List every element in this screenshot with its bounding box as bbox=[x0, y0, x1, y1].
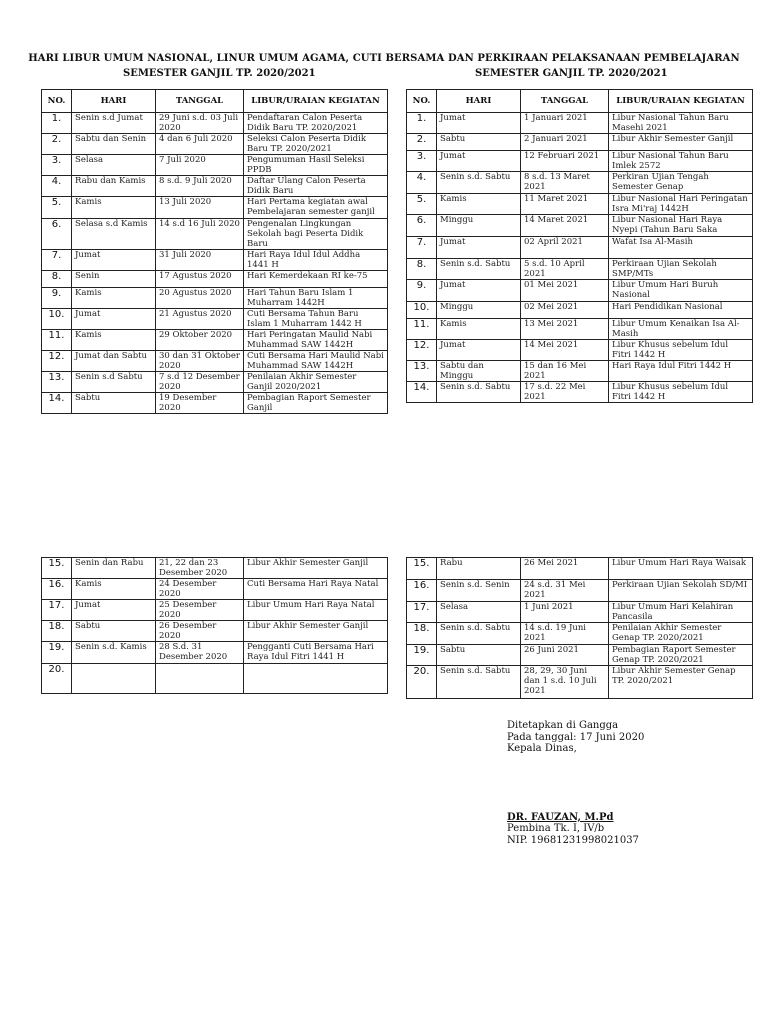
table-row bbox=[42, 134, 388, 155]
table-row bbox=[407, 340, 753, 361]
row-date: 26 Juni 2021 bbox=[521, 645, 609, 666]
row-description: Pembagian Raport Semester Genap TP. 2020/2021 bbox=[609, 645, 753, 666]
row-number: 19. bbox=[42, 642, 72, 664]
row-day: Senin bbox=[72, 271, 156, 288]
row-date: 21, 22 dan 23 Desember 2020 bbox=[156, 558, 244, 579]
row-date: 13 Juli 2020 bbox=[156, 197, 244, 219]
column-header-keterangan: LIBUR/URAIAN KEGIATAN bbox=[244, 90, 388, 113]
row-number: 13. bbox=[407, 361, 437, 382]
row-number: 5. bbox=[407, 194, 437, 215]
row-description: Libur Nasional Hari Peringatan Isra Mi'raj 1442H bbox=[609, 194, 753, 215]
table-row bbox=[407, 602, 753, 623]
row-description: Pendaftaran Calon Peserta Didik Baru TP. 2020/2021 bbox=[244, 113, 388, 134]
row-number: 3. bbox=[42, 155, 72, 176]
table-row bbox=[42, 642, 388, 664]
row-description: Libur Umum Hari Raya Waisak bbox=[609, 558, 753, 580]
schedule-table-left-top bbox=[41, 89, 388, 414]
table-row bbox=[407, 237, 753, 259]
row-description: Hari Tahun Baru Islam 1 Muharram 1442H bbox=[244, 288, 388, 309]
row-date: 29 Oktober 2020 bbox=[156, 330, 244, 351]
row-description: Libur Khusus sebelum Idul Fitri 1442 H bbox=[609, 382, 753, 403]
table-row bbox=[42, 288, 388, 309]
row-day: Senin dan Rabu bbox=[72, 558, 156, 579]
row-day: Senin s.d. Sabtu bbox=[437, 666, 521, 699]
row-description: Libur Akhir Semester Ganjil bbox=[244, 558, 388, 579]
row-day: Sabtu bbox=[72, 621, 156, 642]
table-row bbox=[42, 219, 388, 250]
table-row bbox=[42, 393, 388, 414]
table-row bbox=[407, 558, 753, 580]
row-number: 7. bbox=[42, 250, 72, 271]
table-header-row bbox=[42, 90, 388, 113]
row-number: 11. bbox=[407, 319, 437, 340]
table-row bbox=[407, 113, 753, 134]
table-row bbox=[42, 330, 388, 351]
row-number: 14. bbox=[42, 393, 72, 414]
row-description: Hari Pendidikan Nasional bbox=[609, 302, 753, 319]
row-date: 1 Juni 2021 bbox=[521, 602, 609, 623]
row-description: Hari Raya Idul Fitri 1442 H bbox=[609, 361, 753, 382]
row-day: Sabtu bbox=[72, 393, 156, 414]
table-row bbox=[407, 134, 753, 151]
column-header-no: NO. bbox=[407, 90, 437, 113]
row-date: 02 April 2021 bbox=[521, 237, 609, 259]
table-row bbox=[407, 623, 753, 645]
row-date: 24 Desember 2020 bbox=[156, 579, 244, 600]
column-header-tanggal: TANGGAL bbox=[156, 90, 244, 113]
row-description: Hari Peringatan Maulid Nabi Muhammad SAW 1442H bbox=[244, 330, 388, 351]
row-number: 4. bbox=[407, 172, 437, 194]
row-day: Kamis bbox=[437, 194, 521, 215]
row-description: Libur Umum Kenaikan Isa Al-Masih bbox=[609, 319, 753, 340]
row-day: Sabtu bbox=[437, 645, 521, 666]
row-number: 18. bbox=[407, 623, 437, 645]
row-number: 15. bbox=[407, 558, 437, 580]
column-header-hari: HARI bbox=[437, 90, 521, 113]
signature-date: Pada tanggal: 17 Juni 2020 bbox=[507, 731, 645, 743]
row-number: 15. bbox=[42, 558, 72, 579]
row-day: Jumat bbox=[72, 250, 156, 271]
row-number: 2. bbox=[407, 134, 437, 151]
row-number: 14. bbox=[407, 382, 437, 403]
row-number: 17. bbox=[407, 602, 437, 623]
row-number: 10. bbox=[407, 302, 437, 319]
row-day: Selasa bbox=[72, 155, 156, 176]
table-row bbox=[407, 280, 753, 302]
row-day: Senin s.d Sabtu bbox=[72, 372, 156, 393]
row-date: 29 Juni s.d. 03 Juli 2020 bbox=[156, 113, 244, 134]
row-number: 6. bbox=[407, 215, 437, 237]
row-description: Libur Akhir Semester Genap TP. 2020/2021 bbox=[609, 666, 753, 699]
row-number: 18. bbox=[42, 621, 72, 642]
row-description: Libur Umum Hari Raya Natal bbox=[244, 600, 388, 621]
row-date: 19 Desember 2020 bbox=[156, 393, 244, 414]
row-description: Libur Akhir Semester Ganjil bbox=[609, 134, 753, 151]
row-day: Selasa bbox=[437, 602, 521, 623]
row-day: Jumat bbox=[72, 600, 156, 621]
row-description: Penilaian Akhir Semester Genap TP. 2020/2021 bbox=[609, 623, 753, 645]
schedule-table-right-bottom bbox=[406, 557, 753, 699]
table-row bbox=[42, 271, 388, 288]
row-description: Pengumuman Hasil Seleksi PPDB bbox=[244, 155, 388, 176]
table-row bbox=[42, 197, 388, 219]
row-date: 15 dan 16 Mei 2021 bbox=[521, 361, 609, 382]
row-date: 01 Mei 2021 bbox=[521, 280, 609, 302]
row-description: Pengganti Cuti Bersama Hari Raya Idul Fitri 1441 H bbox=[244, 642, 388, 664]
row-day: Senin s.d. Sabtu bbox=[437, 382, 521, 403]
row-number: 11. bbox=[42, 330, 72, 351]
row-date: 7 s.d 12 Desember 2020 bbox=[156, 372, 244, 393]
row-number: 16. bbox=[407, 580, 437, 602]
row-date: 24 s.d. 31 Mei 2021 bbox=[521, 580, 609, 602]
row-day: Jumat bbox=[437, 151, 521, 172]
row-date: 31 Juli 2020 bbox=[156, 250, 244, 271]
row-day: Jumat bbox=[437, 237, 521, 259]
row-date: 14 Maret 2021 bbox=[521, 215, 609, 237]
row-day: Selasa s.d Kamis bbox=[72, 219, 156, 250]
schedule-table-right-top bbox=[406, 89, 753, 403]
row-description: Libur Umum Hari Buruh Nasional bbox=[609, 280, 753, 302]
row-number: 20. bbox=[407, 666, 437, 699]
row-day: Jumat bbox=[437, 113, 521, 134]
row-number: 12. bbox=[407, 340, 437, 361]
row-date: 25 Desember 2020 bbox=[156, 600, 244, 621]
table-row bbox=[42, 579, 388, 600]
row-description: Penilaian Akhir Semester Ganjil 2020/2021 bbox=[244, 372, 388, 393]
row-date: 7 Juli 2020 bbox=[156, 155, 244, 176]
row-day: Jumat bbox=[437, 340, 521, 361]
row-date: 20 Agustus 2020 bbox=[156, 288, 244, 309]
signatory-rank: Pembina Tk. I, IV/b bbox=[507, 823, 605, 834]
row-date: 17 Agustus 2020 bbox=[156, 271, 244, 288]
row-number: 9. bbox=[407, 280, 437, 302]
row-number: 8. bbox=[407, 259, 437, 280]
row-description: Pengenalan Lingkungan Sekolah bagi Peserta Didik Baru bbox=[244, 219, 388, 250]
table-row bbox=[42, 176, 388, 197]
row-date: 11 Maret 2021 bbox=[521, 194, 609, 215]
table-row bbox=[407, 194, 753, 215]
row-description: Perkiraan Ujian Sekolah SD/MI bbox=[609, 580, 753, 602]
table-row bbox=[42, 113, 388, 134]
signatory-nip: NIP. 19681231998021037 bbox=[507, 834, 639, 846]
table-row bbox=[407, 151, 753, 172]
row-number: 9. bbox=[42, 288, 72, 309]
row-day: Rabu dan Kamis bbox=[72, 176, 156, 197]
semester-label-right: SEMESTER GANJIL TP. 2020/2021 bbox=[475, 68, 668, 79]
row-date: 21 Agustus 2020 bbox=[156, 309, 244, 330]
table-row bbox=[407, 302, 753, 319]
column-header-keterangan: LIBUR/URAIAN KEGIATAN bbox=[609, 90, 753, 113]
column-header-no: NO. bbox=[42, 90, 72, 113]
row-number: 4. bbox=[42, 176, 72, 197]
row-date: 8 s.d. 13 Maret 2021 bbox=[521, 172, 609, 194]
document-title: HARI LIBUR UMUM NASIONAL, LINUR UMUM AGAMA, CUTI BERSAMA DAN PERKIRAAN PELAKSANAAN PEMBELAJARAN bbox=[28, 53, 740, 64]
row-date: 26 Desember 2020 bbox=[156, 621, 244, 642]
row-number: 17. bbox=[42, 600, 72, 621]
row-description: Libur Umum Hari Kelahiran Pancasila bbox=[609, 602, 753, 623]
row-number: 13. bbox=[42, 372, 72, 393]
row-date: 14 Mei 2021 bbox=[521, 340, 609, 361]
row-day: Senin s.d. Sabtu bbox=[437, 172, 521, 194]
row-number: 12. bbox=[42, 351, 72, 372]
row-number: 7. bbox=[407, 237, 437, 259]
row-description: Libur Khusus sebelum Idul Fitri 1442 H bbox=[609, 340, 753, 361]
row-day: Jumat bbox=[72, 309, 156, 330]
row-number: 8. bbox=[42, 271, 72, 288]
row-day: Sabtu dan Senin bbox=[72, 134, 156, 155]
column-header-hari: HARI bbox=[72, 90, 156, 113]
row-description: Cuti Bersama Hari Maulid Nabi Muhammad SAW 1442H bbox=[244, 351, 388, 372]
table-row bbox=[407, 361, 753, 382]
signature-place: Ditetapkan di Gangga bbox=[507, 720, 619, 731]
table-row bbox=[407, 215, 753, 237]
row-description: Hari Raya Idul Idul Addha 1441 H bbox=[244, 250, 388, 271]
row-date: 17 s.d. 22 Mei 2021 bbox=[521, 382, 609, 403]
table-header-row bbox=[407, 90, 753, 113]
row-description: Seleksi Calon Peserta Didik Baru TP. 2020/2021 bbox=[244, 134, 388, 155]
row-date: 4 dan 6 Juli 2020 bbox=[156, 134, 244, 155]
row-description: Perkiraan Ujian Sekolah SMP/MTs bbox=[609, 259, 753, 280]
semester-label-left: SEMESTER GANJIL TP. 2020/2021 bbox=[123, 68, 316, 79]
row-day: Kamis bbox=[72, 330, 156, 351]
row-date: 28, 29, 30 Juni dan 1 s.d. 10 Juli 2021 bbox=[521, 666, 609, 699]
row-description: Libur Nasional Tahun Baru Masehi 2021 bbox=[609, 113, 753, 134]
row-description: Libur Nasional Tahun Baru Imlek 2572 bbox=[609, 151, 753, 172]
row-day: Minggu bbox=[437, 215, 521, 237]
row-date: 26 Mei 2021 bbox=[521, 558, 609, 580]
row-date: 13 Mei 2021 bbox=[521, 319, 609, 340]
table-row bbox=[407, 645, 753, 666]
table-row bbox=[42, 351, 388, 372]
row-description: Perkiran Ujian Tengah Semester Genap bbox=[609, 172, 753, 194]
row-description bbox=[244, 664, 388, 694]
row-description: Cuti Bersama Tahun Baru Islam 1 Muharram 1442 H bbox=[244, 309, 388, 330]
row-date: 02 Mei 2021 bbox=[521, 302, 609, 319]
row-day: Sabtu dan Minggu bbox=[437, 361, 521, 382]
row-day: Kamis bbox=[437, 319, 521, 340]
signature-position: Kepala Dinas, bbox=[507, 743, 577, 754]
row-description: Hari Pertama kegiatan awal Pembelajaran semester ganjil bbox=[244, 197, 388, 219]
signatory-name: DR. FAUZAN, M.Pd bbox=[507, 811, 614, 823]
table-row bbox=[407, 382, 753, 403]
row-day: Kamis bbox=[72, 579, 156, 600]
row-number: 1. bbox=[42, 113, 72, 134]
row-date: 12 Februari 2021 bbox=[521, 151, 609, 172]
row-number: 16. bbox=[42, 579, 72, 600]
row-description: Libur Nasional Hari Raya Nyepi (Tahun Baru Saka bbox=[609, 215, 753, 237]
table-row bbox=[42, 309, 388, 330]
row-number: 10. bbox=[42, 309, 72, 330]
row-description: Cuti Bersama Hari Raya Natal bbox=[244, 579, 388, 600]
row-day: Senin s.d. Sabtu bbox=[437, 623, 521, 645]
row-description: Daftar Ulang Calon Peserta Didik Baru bbox=[244, 176, 388, 197]
row-date: 8 s.d. 9 Juli 2020 bbox=[156, 176, 244, 197]
table-row bbox=[42, 372, 388, 393]
row-description: Libur Akhir Semester Ganjil bbox=[244, 621, 388, 642]
row-number: 6. bbox=[42, 219, 72, 250]
row-date bbox=[156, 664, 244, 694]
table-row bbox=[42, 250, 388, 271]
row-day: Jumat dan Sabtu bbox=[72, 351, 156, 372]
table-row bbox=[407, 666, 753, 699]
table-row bbox=[407, 580, 753, 602]
table-row bbox=[42, 155, 388, 176]
row-day: Kamis bbox=[72, 288, 156, 309]
row-date: 1 Januari 2021 bbox=[521, 113, 609, 134]
row-date: 14 s.d. 19 Juni 2021 bbox=[521, 623, 609, 645]
schedule-table-left-bottom bbox=[41, 557, 388, 694]
table-row bbox=[42, 558, 388, 579]
row-number: 20. bbox=[42, 664, 72, 694]
row-number: 2. bbox=[42, 134, 72, 155]
row-number: 5. bbox=[42, 197, 72, 219]
row-day: Senin s.d. Sabtu bbox=[437, 259, 521, 280]
row-description: Wafat Isa Al-Masih bbox=[609, 237, 753, 259]
row-day bbox=[72, 664, 156, 694]
row-number: 3. bbox=[407, 151, 437, 172]
column-header-tanggal: TANGGAL bbox=[521, 90, 609, 113]
table-row bbox=[42, 664, 388, 694]
row-description: Hari Kemerdekaan RI ke-75 bbox=[244, 271, 388, 288]
signature-block bbox=[507, 720, 644, 846]
row-day: Senin s.d. Senin bbox=[437, 580, 521, 602]
row-date: 2 Januari 2021 bbox=[521, 134, 609, 151]
row-day: Senin s.d. Kamis bbox=[72, 642, 156, 664]
table-row bbox=[42, 600, 388, 621]
table-row bbox=[407, 319, 753, 340]
row-day: Kamis bbox=[72, 197, 156, 219]
row-day: Sabtu bbox=[437, 134, 521, 151]
row-day: Rabu bbox=[437, 558, 521, 580]
row-date: 14 s.d 16 Juli 2020 bbox=[156, 219, 244, 250]
row-day: Senin s.d Jumat bbox=[72, 113, 156, 134]
row-number: 19. bbox=[407, 645, 437, 666]
table-row bbox=[42, 621, 388, 642]
row-day: Jumat bbox=[437, 280, 521, 302]
table-row bbox=[407, 172, 753, 194]
table-row bbox=[407, 259, 753, 280]
row-date: 5 s.d. 10 April 2021 bbox=[521, 259, 609, 280]
row-day: Minggu bbox=[437, 302, 521, 319]
row-date: 28 S.d. 31 Desember 2020 bbox=[156, 642, 244, 664]
row-description: Pembagian Raport Semester Ganjil bbox=[244, 393, 388, 414]
row-date: 30 dan 31 Oktober 2020 bbox=[156, 351, 244, 372]
row-number: 1. bbox=[407, 113, 437, 134]
